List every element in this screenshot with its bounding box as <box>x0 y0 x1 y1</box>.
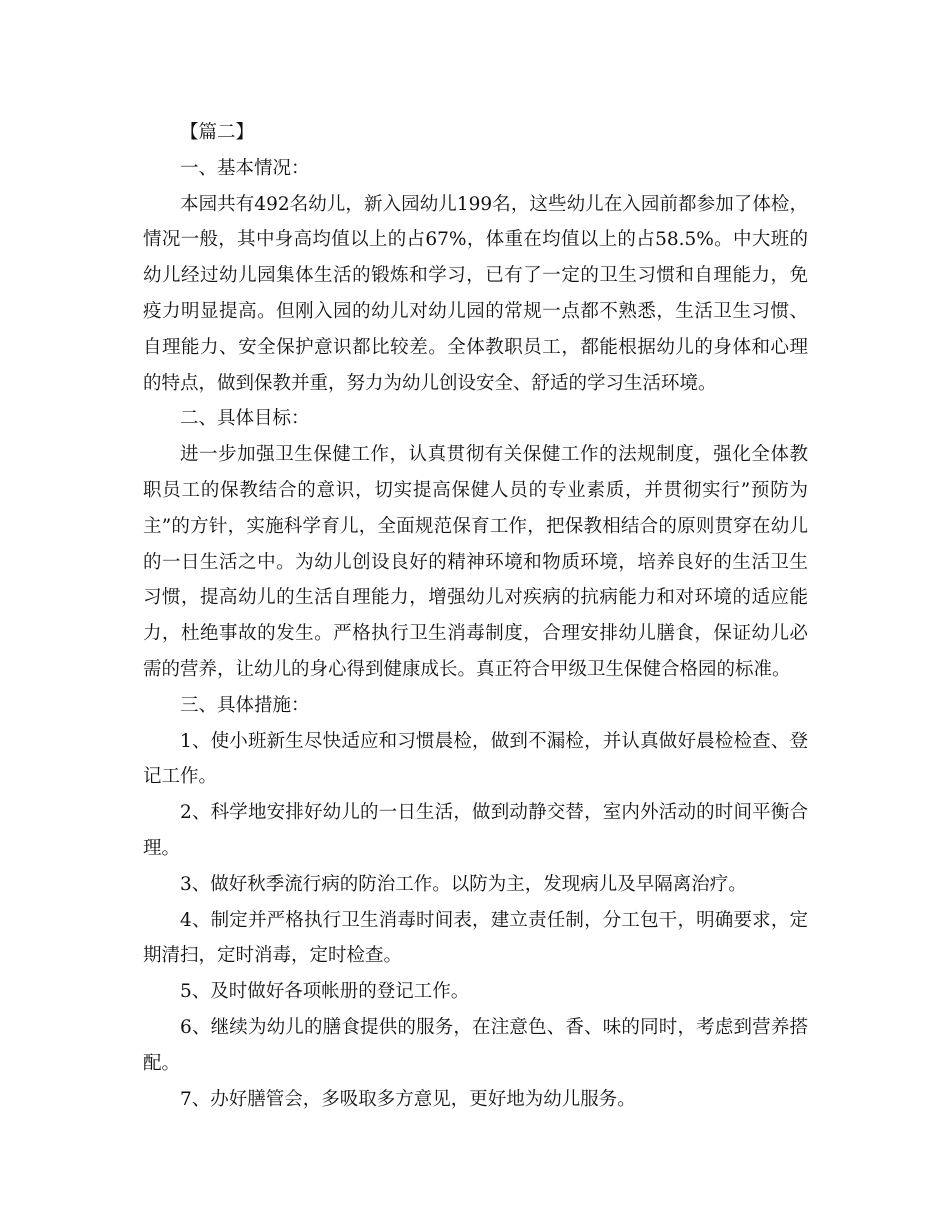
measure-item-1: 1、使小班新生尽快适应和习惯晨检，做到不漏检，并认真做好晨检检查、登记工作。 <box>143 730 808 788</box>
heading-specific-measures: 三、具体措施： <box>180 694 310 716</box>
heading-specific-goals: 二、具体目标： <box>180 408 310 430</box>
measure-item-6: 6、继续为幼儿的膳食提供的服务，在注意色、香、味的同时，考虑到营养搭配。 <box>143 1016 808 1074</box>
measure-item-7: 7、办好膳管会，多吸取多方意见，更好地为幼儿服务。 <box>180 1088 636 1110</box>
heading-basic-situation: 一、基本情况： <box>180 157 310 179</box>
paragraph-basic-situation: 本园共有492名幼儿，新入园幼儿199名，这些幼儿在入园前都参加了体检，情况一般，其中身高均值以上的占67%，体重在均值以上的占58.5%。中大班的幼儿经过幼儿园集体生活的锻炼和学习，已有了一定的卫生习惯和自理能力，免疫力明显提高。但刚入园的幼儿对幼儿园的常规一点都不熟悉，生活卫生习惯、自理能力、安全保护意识都比较差。全体教职员工，都能根据幼儿的身体和心理的特点，做到保教并重，努力为幼儿创设安全、舒适的学习生活环境。 <box>143 193 808 394</box>
measure-item-5: 5、及时做好各项帐册的登记工作。 <box>180 981 470 1003</box>
paragraph-specific-goals: 进一步加强卫生保健工作，认真贯彻有关保健工作的法规制度，强化全体教职员工的保教结合的意识，切实提高保健人员的专业素质，并贯彻实行”预防为主”的方针，实施科学育儿，全面规范保育工作，把保教相结合的原则贯穿在幼儿的一日生活之中。为幼儿创设良好的精神环境和物质环境，培养良好的生活卫生习惯，提高幼儿的生活自理能力，增强幼儿对疾病的抗病能力和对环境的适应能力，杜绝事故的发生。严格执行卫生消毒制度，合理安排幼儿膳食，保证幼儿必需的营养，让幼儿的身心得到健康成长。真正符合甲级卫生保健合格园的标准。 <box>143 444 808 680</box>
measure-item-4: 4、制定并严格执行卫生消毒时间表，建立责任制，分工包干，明确要求，定期清扫，定时消毒，定时检查。 <box>143 909 808 967</box>
document-page <box>143 115 808 1117</box>
measure-item-3: 3、做好秋季流行病的防治工作。以防为主，发现病儿及早隔离治疗。 <box>180 873 747 895</box>
measure-item-2: 2、科学地安排好幼儿的一日生活，做到动静交替，室内外活动的时间平衡合理。 <box>143 802 808 859</box>
section-title: 【篇二】 <box>180 122 255 143</box>
